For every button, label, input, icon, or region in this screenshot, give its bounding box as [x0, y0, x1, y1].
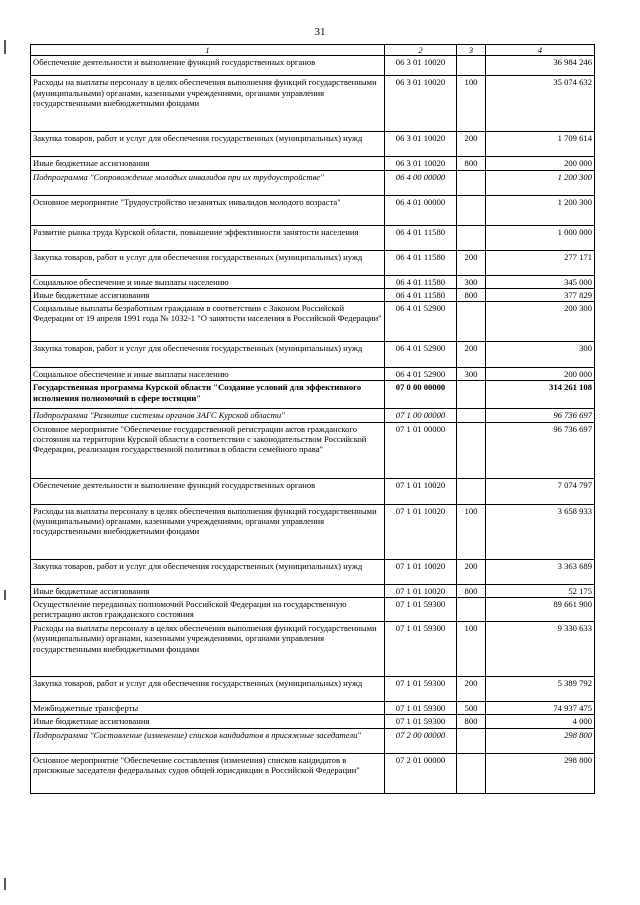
row-name-cell: Развитие рынка труда Курской области, повышение эффективности занятости населения	[31, 225, 385, 250]
budget-table	[30, 44, 595, 794]
row-kind-cell	[457, 422, 486, 478]
row-kind-cell: 200	[457, 342, 486, 368]
row-code-cell: 06 4 01 52900	[385, 368, 457, 381]
row-amount-cell: 5 389 792	[486, 677, 595, 702]
row-amount-cell: 314 261 108	[486, 381, 595, 409]
table-row	[31, 342, 595, 368]
row-name-cell: Иные бюджетные ассигнования	[31, 157, 385, 170]
row-code-cell: 07 1 01 10020	[385, 559, 457, 584]
row-kind-cell: 200	[457, 559, 486, 584]
row-name-cell: Социальное обеспечение и иные выплаты населению	[31, 368, 385, 381]
table-row	[31, 368, 595, 381]
row-code-cell: 06 4 01 00000	[385, 195, 457, 225]
row-kind-cell	[457, 478, 486, 504]
row-kind-cell	[457, 170, 486, 195]
table-body	[31, 56, 595, 794]
row-kind-cell	[457, 302, 486, 342]
row-name-cell: Межбюджетные трансферты	[31, 702, 385, 715]
row-name-cell: Социальные выплаты безработным гражданам в соответствии с Законом Российской Федерации от 19 апреля 1991 года № 1032-1 "О занятости населения в Российской Федерации"	[31, 302, 385, 342]
row-code-cell: 06 3 01 10020	[385, 132, 457, 157]
row-kind-cell: 500	[457, 702, 486, 715]
row-code-cell: 06 4 01 11580	[385, 275, 457, 288]
row-amount-cell: 3 363 689	[486, 559, 595, 584]
row-amount-cell: 200 000	[486, 157, 595, 170]
row-kind-cell	[457, 225, 486, 250]
row-name-cell: Основное мероприятие "Трудоустройство незанятых инвалидов молодого возраста"	[31, 195, 385, 225]
row-kind-cell	[457, 598, 486, 622]
row-code-cell: 07 2 01 00000	[385, 753, 457, 793]
row-amount-cell: 1 000 000	[486, 225, 595, 250]
table-row	[31, 157, 595, 170]
row-kind-cell: 200	[457, 132, 486, 157]
row-code-cell: 07 2 00 00000	[385, 728, 457, 753]
row-kind-cell: 800	[457, 157, 486, 170]
table-row	[31, 195, 595, 225]
row-amount-cell: 4 000	[486, 715, 595, 728]
row-name-cell: Подпрограмма "Развитие системы органов ЗАГС Курской области"	[31, 409, 385, 422]
row-amount-cell: 200 300	[486, 302, 595, 342]
row-amount-cell: 298 800	[486, 753, 595, 793]
row-amount-cell: 345 000	[486, 275, 595, 288]
row-name-cell: Иные бюджетные ассигнования	[31, 584, 385, 597]
table-row	[31, 584, 595, 597]
row-kind-cell: 800	[457, 288, 486, 301]
row-name-cell: Государственная программа Курской области "Создание условий для эффективного исполнения полномочий в сфере юстиции"	[31, 381, 385, 409]
row-name-cell: Закупка товаров, работ и услуг для обеспечения государственных (муниципальных) нужд	[31, 250, 385, 275]
row-name-cell: Иные бюджетные ассигнования	[31, 715, 385, 728]
column-header-amount: 4	[486, 45, 595, 56]
row-code-cell: 06 4 01 52900	[385, 342, 457, 368]
row-kind-cell: 800	[457, 584, 486, 597]
row-name-cell: Подпрограмма "Составление (изменение) списков кандидатов в присяжные заседатели"	[31, 728, 385, 753]
row-name-cell: Расходы на выплаты персоналу в целях обеспечения выполнения функций государственными (муниципальными) органами, казенными учреждениями, органами управления государственными внебюджетными фондами	[31, 622, 385, 677]
table-row	[31, 250, 595, 275]
row-name-cell: Обеспечение деятельности и выполнение функций государственных органов	[31, 478, 385, 504]
row-amount-cell: 74 937 475	[486, 702, 595, 715]
row-code-cell: 07 1 01 59300	[385, 677, 457, 702]
row-amount-cell: 9 330 633	[486, 622, 595, 677]
table-row	[31, 677, 595, 702]
row-amount-cell: 298 800	[486, 728, 595, 753]
row-code-cell: 07 1 01 59300	[385, 715, 457, 728]
table-row	[31, 409, 595, 422]
row-code-cell: 07 1 01 00000	[385, 422, 457, 478]
row-code-cell: 07 1 01 10020	[385, 584, 457, 597]
column-header-code: 2	[385, 45, 457, 56]
table-row	[31, 76, 595, 132]
row-code-cell: 07 0 00 00000	[385, 381, 457, 409]
row-code-cell: 06 3 01 10020	[385, 56, 457, 76]
row-code-cell: 07 1 01 59300	[385, 598, 457, 622]
page-number: 31	[314, 26, 326, 38]
row-code-cell: 06 3 01 10020	[385, 76, 457, 132]
row-amount-cell: 1 709 614	[486, 132, 595, 157]
row-name-cell: Основное мероприятие "Обеспечение государственной регистрации актов гражданского состояния на территории Курской области в соответствии с законодательством Российской Федерации, реализация государственной политики в области семейного права"	[31, 422, 385, 478]
row-name-cell: Основное мероприятие "Обеспечение составления (изменения) списков кандидатов в присяжные заседатели федеральных судов общей юрисдикции в Российской Федерации"	[31, 753, 385, 793]
row-name-cell: Закупка товаров, работ и услуг для обеспечения государственных (муниципальных) нужд	[31, 677, 385, 702]
row-code-cell: 06 4 01 52900	[385, 302, 457, 342]
row-code-cell: 06 3 01 10020	[385, 157, 457, 170]
table-header-row	[31, 45, 595, 56]
table-row	[31, 715, 595, 728]
table-row	[31, 170, 595, 195]
row-kind-cell: 100	[457, 504, 486, 559]
row-amount-cell: 377 829	[486, 288, 595, 301]
row-kind-cell: 800	[457, 715, 486, 728]
row-kind-cell: 200	[457, 250, 486, 275]
row-kind-cell: 100	[457, 622, 486, 677]
table-row	[31, 381, 595, 409]
row-code-cell: 06 4 01 11580	[385, 250, 457, 275]
row-amount-cell: 96 736 697	[486, 409, 595, 422]
row-amount-cell: 36 984 246	[486, 56, 595, 76]
row-code-cell: 07 1 01 59300	[385, 622, 457, 677]
row-name-cell: Социальное обеспечение и иные выплаты населению	[31, 275, 385, 288]
table-row	[31, 275, 595, 288]
row-kind-cell	[457, 381, 486, 409]
row-name-cell: Подпрограмма "Сопровождение молодых инвалидов при их трудоустройстве"	[31, 170, 385, 195]
row-kind-cell	[457, 753, 486, 793]
row-name-cell: Закупка товаров, работ и услуг для обеспечения государственных (муниципальных) нужд	[31, 132, 385, 157]
row-kind-cell: 300	[457, 368, 486, 381]
row-code-cell: 07 1 01 10020	[385, 478, 457, 504]
scan-margin-mark	[4, 878, 6, 890]
row-amount-cell: 3 658 933	[486, 504, 595, 559]
table-row	[31, 132, 595, 157]
row-code-cell: 06 4 01 11580	[385, 225, 457, 250]
table-row	[31, 559, 595, 584]
row-kind-cell	[457, 409, 486, 422]
row-code-cell: 07 1 00 00000	[385, 409, 457, 422]
row-amount-cell: 96 736 697	[486, 422, 595, 478]
row-name-cell: Обеспечение деятельности и выполнение функций государственных органов	[31, 56, 385, 76]
row-kind-cell	[457, 728, 486, 753]
row-amount-cell: 277 171	[486, 250, 595, 275]
table-row	[31, 598, 595, 622]
table-row	[31, 504, 595, 559]
row-amount-cell: 200 000	[486, 368, 595, 381]
row-name-cell: Осуществление переданных полномочий Российской Федерации на государственную регистрацию актов гражданского состояния	[31, 598, 385, 622]
row-kind-cell: 200	[457, 677, 486, 702]
table-row	[31, 225, 595, 250]
table-row	[31, 302, 595, 342]
table-row	[31, 478, 595, 504]
scan-margin-mark	[4, 590, 6, 600]
row-amount-cell: 7 074 797	[486, 478, 595, 504]
row-name-cell: Закупка товаров, работ и услуг для обеспечения государственных (муниципальных) нужд	[31, 342, 385, 368]
row-amount-cell: 35 074 632	[486, 76, 595, 132]
row-code-cell: 06 4 01 11580	[385, 288, 457, 301]
row-amount-cell: 300	[486, 342, 595, 368]
row-amount-cell: 89 661 900	[486, 598, 595, 622]
table-row	[31, 622, 595, 677]
row-kind-cell: 300	[457, 275, 486, 288]
table-row	[31, 422, 595, 478]
column-header-kind: 3	[457, 45, 486, 56]
column-header-name: 1	[31, 45, 385, 56]
row-name-cell: Расходы на выплаты персоналу в целях обеспечения выполнения функций государственными (муниципальными) органами, казенными учреждениями, органами управления государственными внебюджетными фондами	[31, 76, 385, 132]
row-name-cell: Иные бюджетные ассигнования	[31, 288, 385, 301]
row-code-cell: 07 1 01 59300	[385, 702, 457, 715]
table-row	[31, 288, 595, 301]
row-name-cell: Расходы на выплаты персоналу в целях обеспечения выполнения функций государственными (муниципальными) органами, казенными учреждениями, органами управления государственными внебюджетными фондами	[31, 504, 385, 559]
row-code-cell: 07 1 01 10020	[385, 504, 457, 559]
table-row	[31, 728, 595, 753]
row-kind-cell	[457, 195, 486, 225]
row-name-cell: Закупка товаров, работ и услуг для обеспечения государственных (муниципальных) нужд	[31, 559, 385, 584]
table-row	[31, 56, 595, 76]
row-amount-cell: 1 200 300	[486, 195, 595, 225]
row-code-cell: 06 4 00 00000	[385, 170, 457, 195]
table-row	[31, 702, 595, 715]
scan-margin-mark	[4, 40, 6, 54]
row-kind-cell: 100	[457, 76, 486, 132]
table-row	[31, 753, 595, 793]
row-kind-cell	[457, 56, 486, 76]
row-amount-cell: 52 175	[486, 584, 595, 597]
row-amount-cell: 1 200 300	[486, 170, 595, 195]
